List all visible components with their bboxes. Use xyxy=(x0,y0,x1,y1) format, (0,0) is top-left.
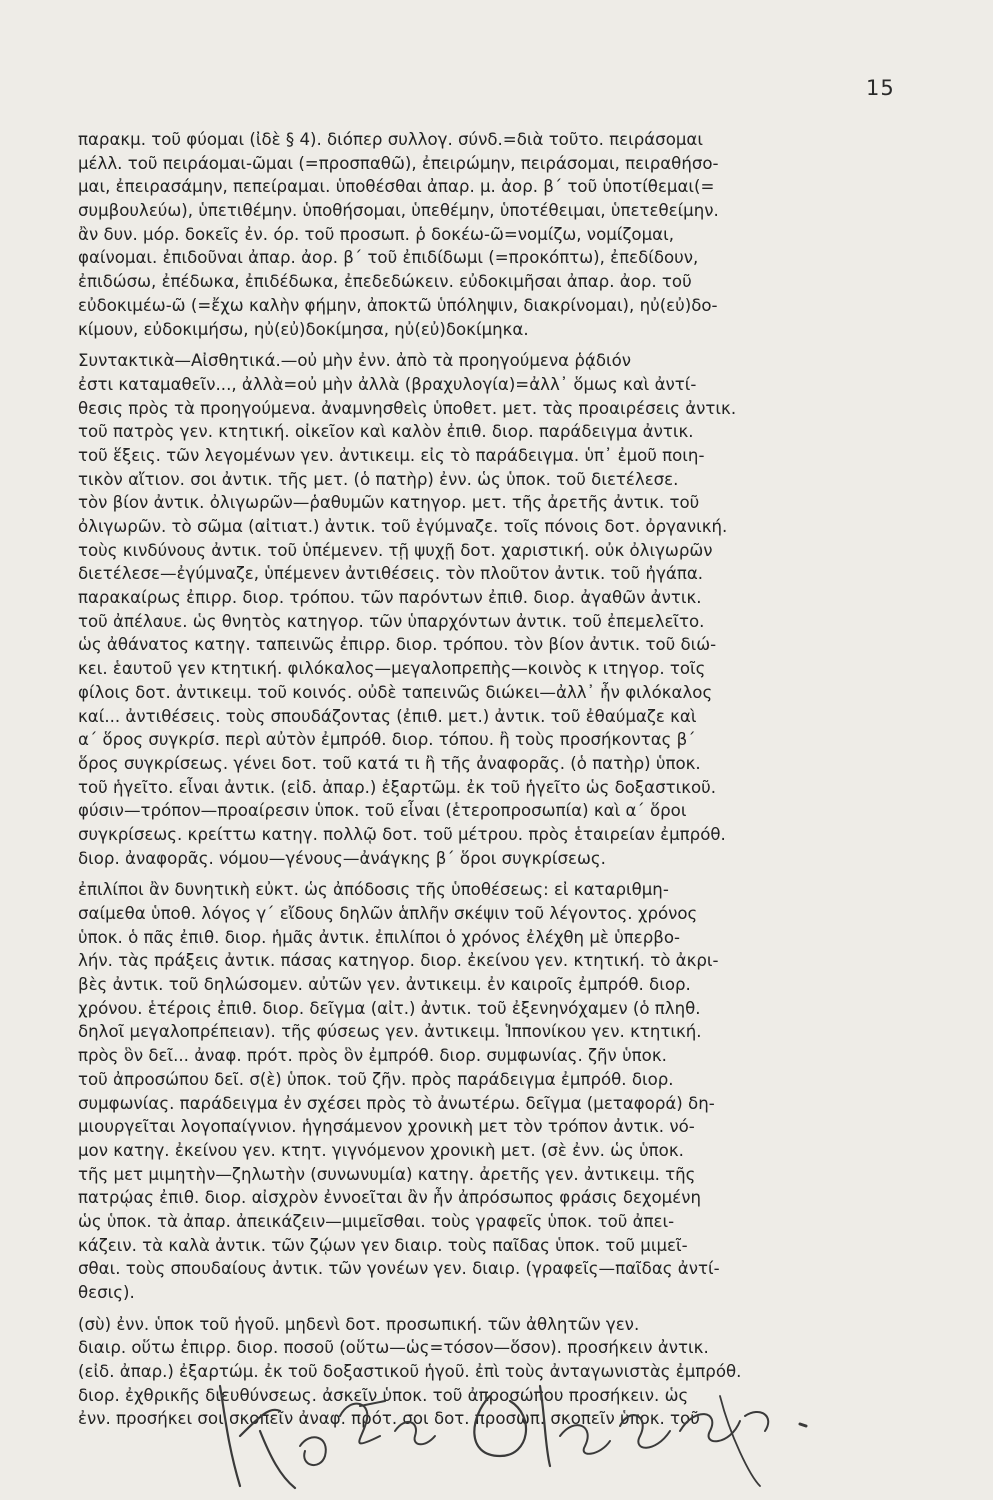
text-line: α΄ ὅρος συγκρίσ. περὶ αὐτὸν ἐμπρόθ. διορ. τόπου. ἢ τοὺς προσήκοντας β΄ xyxy=(78,730,696,750)
text-line: πρὸς ὃν δεῖ... ἀναφ. πρότ. πρὸς ὃν ἐμπρόθ. διορ. συμφωνίας. ζῆν ὑποκ. xyxy=(78,1046,667,1066)
text-line: μον κατηγ. ἐκείνου γεν. κτητ. γιγνόμενον χρονικὴ μετ. (σὲ ἐνν. ὡς ὑποκ. xyxy=(78,1140,684,1160)
text-line: ὀλιγωρῶν. τὸ σῶμα (αἰτιατ.) ἀντικ. τοῦ ἐγύμναζε. τοῖς πόνοις δοτ. ὀργανική. xyxy=(78,517,728,536)
text-line: Συντακτικὰ—Αἰσθητικά.—οὐ μὴν ἐνν. ἀπὸ τὰ προηγούμενα ῥᾴδιόν xyxy=(78,351,632,371)
text-line: θεσις πρὸς τὰ προηγούμενα. ἀναμνησθεὶς ὑποθετ. μετ. τὰς προαιρέσεις ἀντικ. xyxy=(78,398,737,418)
text-line: εὐδοκιμέω-ῶ (=ἔχω καλὴν φήμην, ἀποκτῶ ὑπόληψιν, διακρίνομαι), ηὐ(εὐ)δο- xyxy=(78,295,718,315)
text-line: ἐπιλίποι ἂν δυνητικὴ εὐκτ. ὡς ἀπόδοσις τῆς ὑποθέσεως: εἰ καταριθμη- xyxy=(78,880,669,900)
text-line: ἐνν. προσήκει σοι σκοπεῖν ἀναφ. πρότ. σοι δοτ. προσωπ. σκοπεῖν ὑποκ. τοῦ xyxy=(78,1409,700,1429)
text-line: λήν. τὰς πράξεις ἀντικ. πάσας κατηγορ. διορ. ἐκείνου γεν. κτητική. τὸ ἀκρι- xyxy=(78,951,719,971)
text-line: πατρῴας ἐπιθ. διορ. αἰσχρὸν ἐννοεῖται ἂν ἦν ἀπρόσωπος φράσις δεχομένη xyxy=(78,1188,701,1208)
text-line: ἐπιδώσω, ἐπέδωκα, ἐπιδέδωκα, ἐπεδεδώκειν. εὐδοκιμῆσαι ἀπαρ. ἀορ. τοῦ xyxy=(78,272,692,292)
text-line: τὸν βίον ἀντικ. ὀλιγωρῶν—ῥαθυμῶν κατηγορ. μετ. τῆς ἀρετῆς ἀντικ. τοῦ xyxy=(78,493,700,513)
text-line: χρόνου. ἑτέροις ἐπιθ. διορ. δεῖγμα (αἰτ.) ἀντικ. τοῦ ἐξενηνόχαμεν (ὁ πληθ. xyxy=(78,998,701,1018)
body-text xyxy=(78,128,896,1431)
text-line: φύσιν—τρόπον—προαίρεσιν ὑποκ. τοῦ εἶναι (ἑτεροπροσωπία) καὶ α΄ ὅροι xyxy=(78,801,687,821)
text-line: δηλοῖ μεγαλοπρέπειαν). τῆς φύσεως γεν. ἀντικειμ. Ἱππονίκου γεν. κτητική. xyxy=(78,1022,702,1042)
page-number: 15 xyxy=(866,76,895,100)
text-line: κει. ἑαυτοῦ γεν κτητική. φιλόκαλος—μεγαλοπρεπὴς—κοινὸς κ ιτηγορ. τοῖς xyxy=(78,659,706,679)
text-line: τῆς μετ μιμητὴν—ζηλωτὴν (συνωνυμία) κατηγ. ἀρετῆς γεν. ἀντικειμ. τῆς xyxy=(78,1164,696,1184)
text-line: ἐστι καταμαθεῖν..., ἀλλὰ=οὐ μὴν ἀλλὰ (βραχυλογία)=ἀλλ᾽ ὅμως καὶ ἀντί- xyxy=(78,374,697,394)
text-line: ὑποκ. ὁ πᾶς ἐπιθ. διορ. ἡμᾶς ἀντικ. ἐπιλίποι ὁ χρόνος ἐλέχθη μὲ ὑπερβο- xyxy=(78,927,680,947)
text-line: διορ. ἐχθρικῆς διευθύνσεως. ἀσκεῖν ὑποκ. τοῦ ἀπροσώπου προσήκειν. ὡς xyxy=(78,1385,689,1405)
text-line: τοῦ ἀπροσώπου δεῖ. σ(ὲ) ὑποκ. τοῦ ζῆν. πρὸς παράδειγμα ἐμπρόθ. διορ. xyxy=(78,1069,674,1089)
text-line: μαι, ἐπειρασάμην, πεπείραμαι. ὑποθέσθαι ἀπαρ. μ. ἀορ. β΄ τοῦ ὑποτίθεμαι(= xyxy=(78,177,715,197)
text-line: μέλλ. τοῦ πειράομαι-ῶμαι (=προσπαθῶ), ἐπειρώμην, πειράσομαι, πειραθήσο- xyxy=(78,153,719,173)
text-line: φαίνομαι. ἐπιδοῦναι ἀπαρ. ἀορ. β΄ τοῦ ἐπιδίδωμι (=προκόπτω), ἐπεδίδουν, xyxy=(78,248,699,268)
text-line: συμβουλεύω), ὑπετιθέμην. ὑποθήσομαι, ὑπεθέμην, ὑποτέθειμαι, ὑπετεθείμην. xyxy=(78,201,719,221)
text-line: (σὺ) ἐνν. ὑποκ τοῦ ἡγοῦ. μηδενὶ δοτ. προσωπική. τῶν ἀθλητῶν γεν. xyxy=(78,1314,640,1334)
text-line: τοῦ ἡγεῖτο. εἶναι ἀντικ. (εἰδ. ἀπαρ.) ἐξαρτῶμ. ἐκ τοῦ ἡγεῖτο ὡς δοξαστικοῦ. xyxy=(78,777,717,797)
text-line: τοῦ πατρὸς γεν. κτητική. οἰκεῖον καὶ καλὸν ἐπιθ. διορ. παράδειγμα ἀντικ. xyxy=(78,422,694,442)
text-line: τοῦ ἀπέλαυε. ὡς θνητὸς κατηγορ. τῶν ὑπαρχόντων ἀντικ. τοῦ ἐπεμελεῖτο. xyxy=(78,611,705,631)
text-line: διετέλεσε—ἐγύμναζε, ὑπέμενεν ἀντιθέσεις. τὸν πλοῦτον ἀντικ. τοῦ ἠγάπα. xyxy=(78,564,704,584)
text-line: ὡς ὑποκ. τὰ ἀπαρ. ἀπεικάζειν—μιμεῖσθαι. τοὺς γραφεῖς ὑποκ. τοῦ ἀπει- xyxy=(78,1211,675,1231)
text-line: σθαι. τοὺς σπουδαίους ἀντικ. τῶν γονέων γεν. διαιρ. (γραφεῖς—παῖδας ἀντί- xyxy=(78,1259,720,1279)
text-line: κάζειν. τὰ καλὰ ἀντικ. τῶν ζῴων γεν διαιρ. τοὺς παῖδας ὑποκ. τοῦ μιμεῖ- xyxy=(78,1235,688,1255)
text-line: τικὸν αἴτιον. σοι ἀντικ. τῆς μετ. (ὁ πατὴρ) ἐνν. ὡς ὑποκ. τοῦ διετέλεσε. xyxy=(78,469,679,489)
text-line: ἂν δυν. μόρ. δοκεῖς ἐν. όρ. τοῦ προσωπ. ῥ δοκέω-ῶ=νομίζω, νομίζομαι, xyxy=(78,224,674,244)
text-line: παρακμ. τοῦ φύομαι (ἰδὲ § 4). διόπερ συλλογ. σύνδ.=διὰ τοῦτο. πειράσομαι xyxy=(78,130,703,149)
text-line: διορ. ἀναφορᾶς. νόμου—γένους—ἀνάγκης β΄ ὅροι συγκρίσεως. xyxy=(78,848,606,868)
text-line: βὲς ἀντικ. τοῦ δηλώσομεν. αὐτῶν γεν. ἀντικειμ. ἐν καιροῖς ἐμπρόθ. διορ. xyxy=(78,975,691,995)
text-line: ὡς ἀθάνατος κατηγ. ταπεινῶς ἐπιρρ. διορ. τρόπου. τὸν βίον ἀντικ. τοῦ διώ- xyxy=(78,635,717,655)
text-line: τοῦ ἕξεις. τῶν λεγομένων γεν. ἀντικειμ. εἰς τὸ παράδειγμα. ὑπ᾽ ἐμοῦ ποιη- xyxy=(78,445,705,465)
handwritten-signature xyxy=(200,1376,900,1496)
text-line: κίμουν, εὐδοκιμήσω, ηὐ(εὐ)δοκίμησα, ηὐ(εὐ)δοκίμηκα. xyxy=(78,319,529,339)
text-line: (εἰδ. ἀπαρ.) ἐξαρτώμ. ἐκ τοῦ δοξαστικοῦ ἡγοῦ. ἐπὶ τοὺς ἀνταγωνιστὰς ἐμπρόθ. xyxy=(78,1362,742,1382)
text-line: σαίμεθα ὑποθ. λόγος γ΄ εἴδους δηλῶν ἁπλῆν σκέψιν τοῦ λέγοντος. χρόνος xyxy=(78,904,698,923)
text-line: διαιρ. οὕτω ἐπιρρ. διορ. ποσοῦ (οὕτω—ὡς=τόσον—ὅσον). προσήκειν ἀντικ. xyxy=(78,1338,709,1358)
text-line: καί... ἀντιθέσεις. τοὺς σπουδάζοντας (ἐπιθ. μετ.) ἀντικ. τοῦ ἐθαύμαζε καὶ xyxy=(78,706,697,726)
text-line: συγκρίσεως. κρείττω κατηγ. πολλῷ δοτ. τοῦ μέτρου. πρὸς ἑταιρείαν ἐμπρόθ. xyxy=(78,824,726,844)
text-line: μιουργεῖται λογοπαίγνιον. ἡγησάμενον χρονικὴ μετ τὸν τρόπον ἀντικ. νό- xyxy=(78,1117,695,1137)
text-line: παρακαίρως ἐπιρρ. διορ. τρόπου. τῶν παρόντων ἐπιθ. διορ. ἀγαθῶν ἀντικ. xyxy=(78,588,702,608)
text-line: ὅρος συγκρίσεως. γένει δοτ. τοῦ κατά τι ἢ τῆς ἀναφορᾶς. (ὁ πατὴρ) ὑποκ. xyxy=(78,753,701,773)
text-line: συμφωνίας. παράδειγμα ἐν σχέσει πρὸς τὸ ἀνωτέρω. δεῖγμα (μεταφορά) δη- xyxy=(78,1093,715,1113)
text-line: τοὺς κινδύνους ἀντικ. τοῦ ὑπέμενεν. τῇ ψυχῇ δοτ. χαριστική. οὐκ ὀλιγωρῶν xyxy=(78,540,713,560)
text-line: φίλοις δοτ. ἀντικειμ. τοῦ κοινός. οὐδὲ ταπεινῶς διώκει—ἀλλ᾽ ἦν φιλόκαλος xyxy=(78,682,713,702)
text-line: θεσις). xyxy=(78,1283,135,1302)
